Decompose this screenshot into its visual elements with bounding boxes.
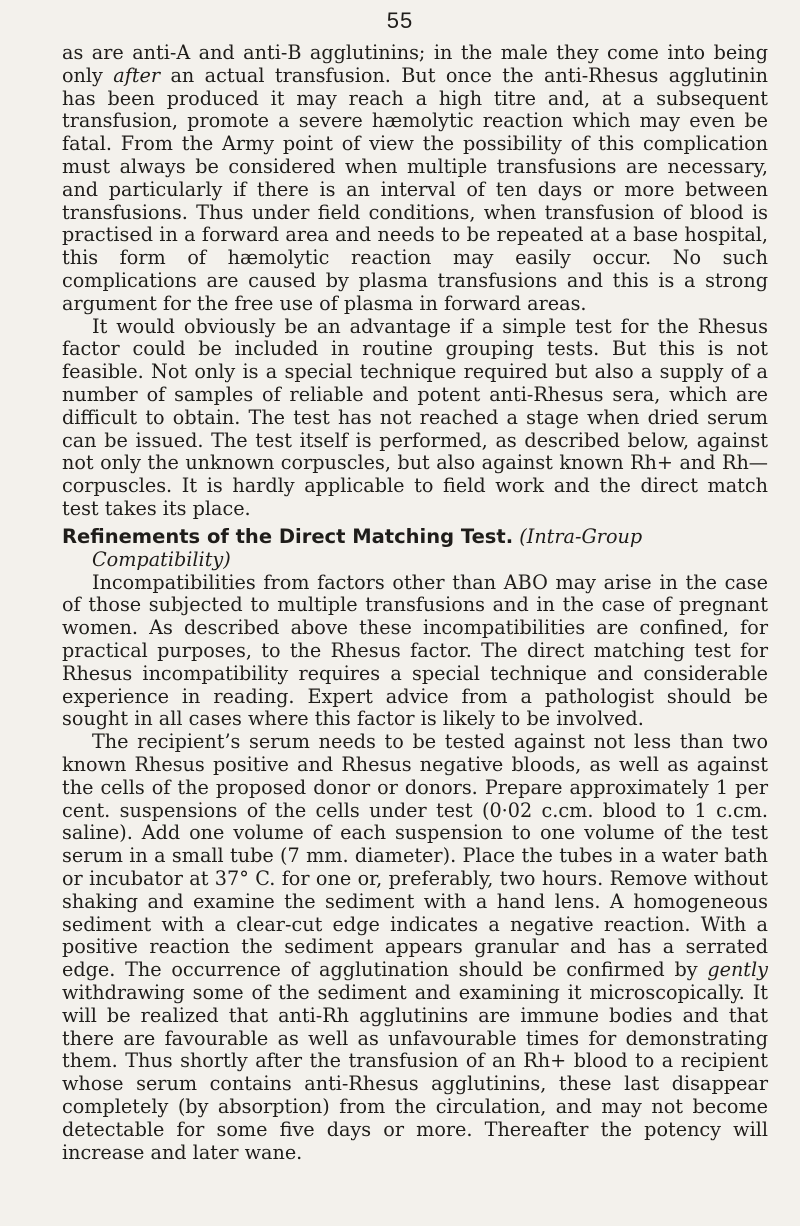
emphasized-text: gently [707,958,768,982]
paragraph [62,42,768,316]
text-run: as are anti-A and anti-B agglutinins; in the male they come into being only [62,41,768,87]
body-section-direct-matching [62,526,768,1164]
text-run: It would obviously be an advantage if a simple test for the Rhesus factor could be included in routine grouping tests. But this is not feasible. Not only is a special technique required but also a supply of a number of samples of reliable and potent anti-Rhesus sera, which are difficult to obtain. The test has not reached a stage when dried serum can be issued. The test itself is performed, as described below, against not only the unknown corpuscles, but also against known Rh+ and Rh— corpuscles. It is hardly applicable to field work and the direct match test takes its place. [62,314,768,520]
body-section-rhesus-transfusion [62,42,768,521]
text-run: Incompatibilities from factors other than ABO may arise in the case of those subjected to multiple transfusions and in the case of pregnant women. As described above these incompatibilities are confined, for practical purposes, to the Rhesus factor. The direct matching test for Rhesus incompatibility requires a special technique and considerable experience in reading. Expert advice from a pathologist should be sought in all cases where this factor is likely to be involved. [62,570,768,731]
section-heading-subtitle: (Intra-Group Compatibility) [92,525,643,571]
section-heading-title: Refinements of the Direct Matching Test. [62,525,514,548]
paragraph [62,572,768,732]
paragraph [62,316,768,521]
text-run: The recipient’s serum needs to be tested against not less than two known Rhesus positive and Rhesus negative bloods, as well as against the cells of the proposed donor or donors. Prepare approximately 1 per cent. suspensions of the cells under test (0·02 c.cm. blood to 1 c.cm. saline). Add one volume of each suspension to one volume of the test serum in a small tube (7 mm. diameter). Place the tubes in a water bath or incubator at 37° C. for one or, preferably, two hours. Remove without shaking and examine the sediment with a hand lens. A homogeneous sediment with a clear-cut edge indicates a negative reaction. With a positive reaction the sediment appears granular and has a serrated edge. The occurrence of agglutination should be confirmed by [62,730,768,982]
paragraph [62,731,768,1164]
page-number: 55 [386,8,414,33]
emphasized-text: after [113,63,161,87]
section-heading [62,526,768,572]
text-run: withdrawing some of the sediment and examining it microscopically. It will be realized that anti-Rh agglutinins are immune bodies and that there are favourable as well as unfavourable times for demonstrating them. Thus shortly after the transfusion of an Rh+ blood to a recipient whose serum contains anti-Rhesus agglutinins, these last disappear completely (by absorption) from the circulation, and may not become detectable for some five days or more. Thereafter the potency will increase and later wane. [62,980,768,1164]
text-run: an actual transfusion. But once the anti-Rhesus agglutinin has been produced it may reach a high titre and, at a subsequent transfusion, promote a severe hæmolytic reaction which may even be fatal. From the Army point of view the possibility of this complication must always be considered when multiple transfusions are necessary, and particularly if there is an interval of ten days or more between transfusions. Thus under field conditions, when transfusion of blood is practised in a forward area and needs to be repeated at a base hospital, this form of hæmolytic reaction may easily occur. No such complications are caused by plasma transfusions and this is a strong argument for the free use of plasma in forward areas. [62,63,768,315]
